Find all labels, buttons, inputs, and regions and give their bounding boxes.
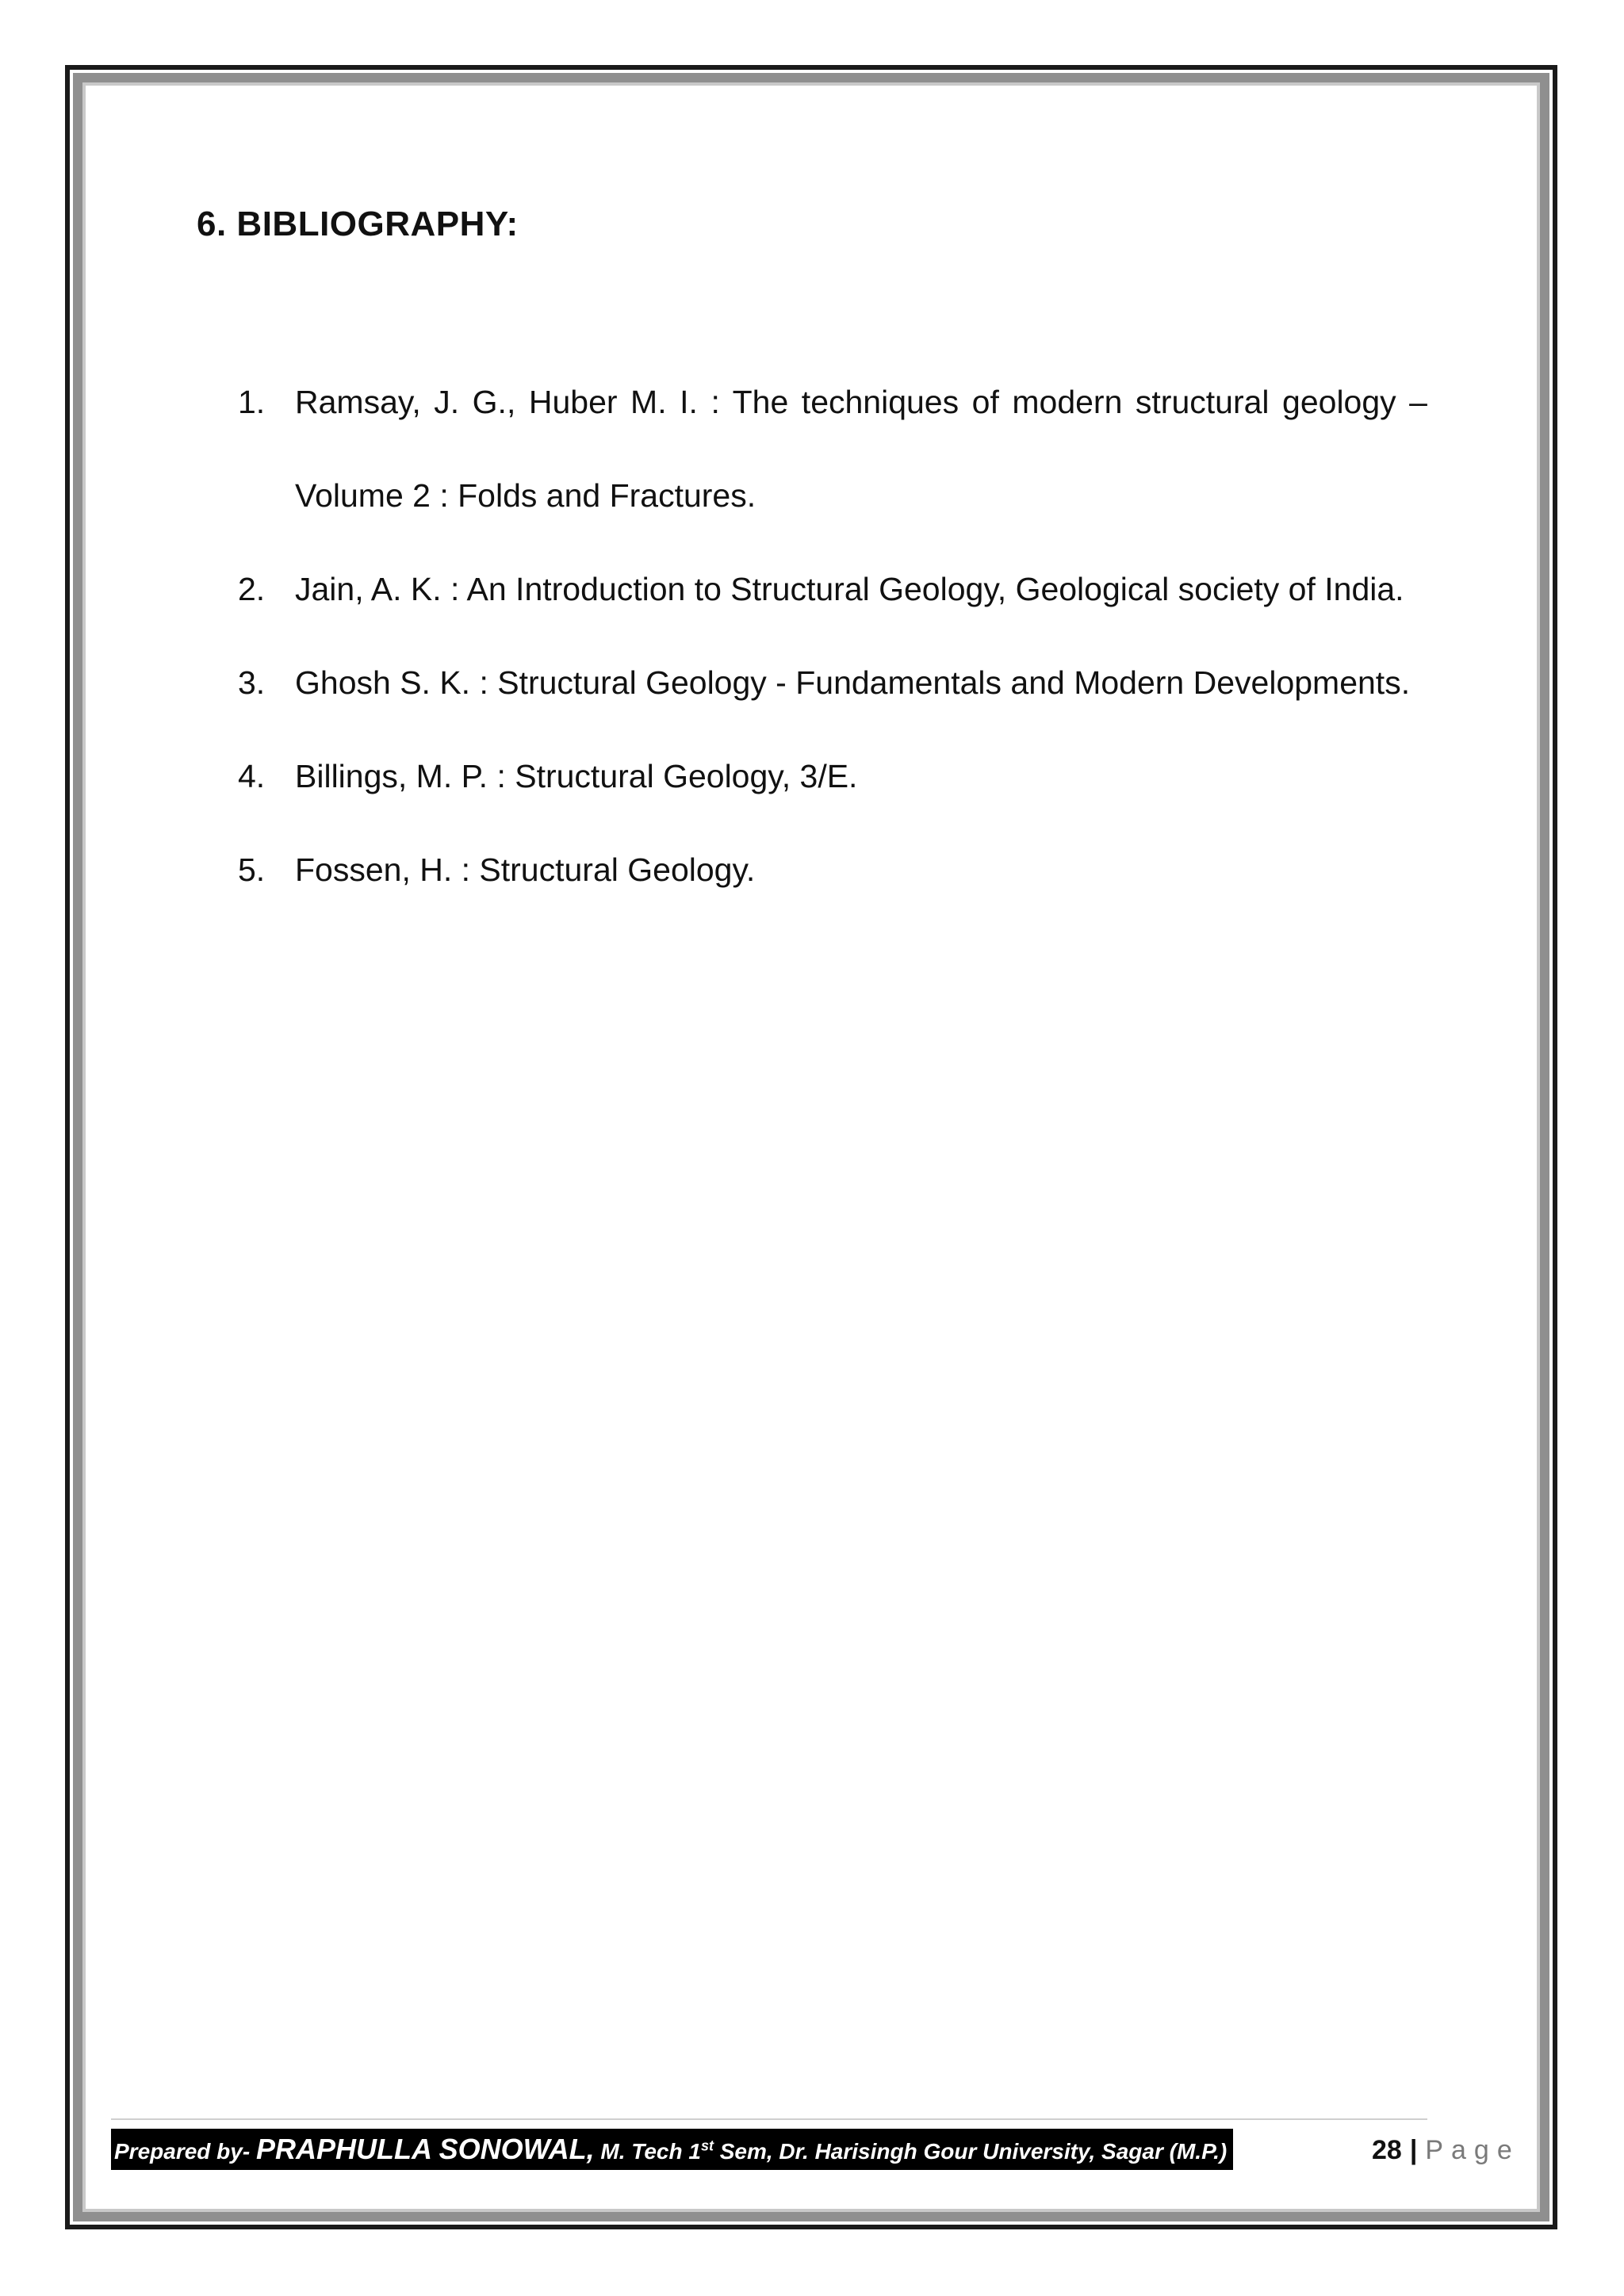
page-number	[1372, 2131, 1520, 2169]
reference-item	[238, 729, 1427, 823]
reference-number: 5.	[238, 851, 266, 888]
footer-institution: Sem, Dr. Harisingh Gour University, Sagar (M.P.)	[713, 2139, 1228, 2164]
reference-item	[238, 542, 1427, 636]
reference-number: 3.	[238, 664, 266, 701]
footer-program: M. Tech 1	[594, 2139, 701, 2164]
page-number-value: 28	[1372, 2135, 1402, 2165]
reference-item	[238, 355, 1427, 542]
reference-text: Fossen, H. : Structural Geology.	[295, 851, 756, 888]
page-label: Page	[1425, 2135, 1520, 2165]
reference-text: Billings, M. P. : Structural Geology, 3/E.	[295, 758, 858, 794]
section-heading: 6. BIBLIOGRAPHY:	[197, 205, 519, 243]
reference-number: 4.	[238, 758, 266, 794]
footer-superscript: st	[700, 2137, 714, 2154]
reference-item	[238, 823, 1427, 916]
reference-number: 2.	[238, 571, 266, 607]
bibliography-list	[238, 355, 1427, 916]
page-separator: |	[1409, 2135, 1418, 2165]
footer-prefix: Prepared by-	[114, 2139, 256, 2164]
footer-divider	[111, 2118, 1427, 2120]
reference-text: Ramsay, J. G., Huber M. I. : The techniques of modern structural geology – Volume 2 : Folds and Fractures.	[295, 384, 1427, 514]
reference-number: 1.	[238, 384, 266, 420]
reference-item	[238, 636, 1427, 729]
reference-text: Ghosh S. K. : Structural Geology - Fundamentals and Modern Developments.	[295, 664, 1411, 701]
footer-author: PRAPHULLA SONOWAL,	[255, 2133, 595, 2165]
reference-text: Jain, A. K. : An Introduction to Structural Geology, Geological society of India.	[295, 571, 1404, 607]
footer-credit	[111, 2129, 1233, 2170]
